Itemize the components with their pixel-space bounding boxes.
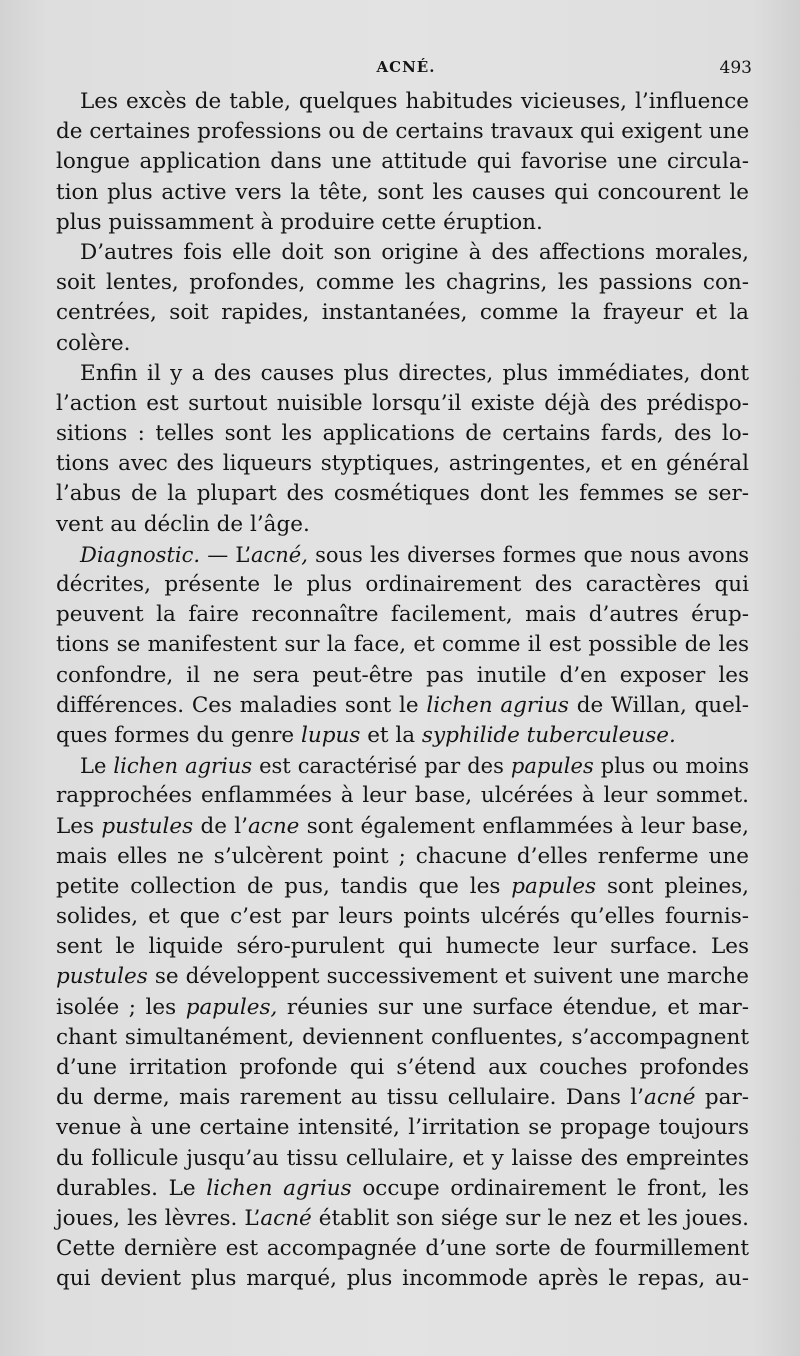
italic-text: papules (510, 754, 594, 779)
text-line (56, 1113, 749, 1143)
text-line (56, 178, 749, 208)
text-line (56, 1234, 749, 1264)
text-run: de Willan, quel- (568, 692, 749, 718)
text-run: sitions : telles sont les applications de certains fards, des lo- (56, 421, 749, 447)
text-line (56, 298, 749, 328)
italic-text: papules, (185, 994, 278, 1020)
italic-text: lichen agrius (426, 692, 569, 718)
italic-text: pustules (56, 964, 148, 990)
text-run: plus puissamment à produire cette éruption. (56, 209, 543, 235)
text-line (56, 630, 749, 660)
text-run: est caractérisé par des (252, 754, 511, 779)
text-line (56, 87, 749, 117)
text-line (56, 691, 749, 721)
running-head: ACNÉ. (376, 58, 436, 76)
text-run: et la (360, 722, 422, 748)
italic-text: acne (247, 813, 300, 839)
text-run: occupe ordinairement le front, les (351, 1175, 749, 1201)
text-line (56, 661, 749, 691)
text-run: isolée ; les (56, 994, 186, 1020)
text-run: chant simultanément, deviennent confluentes, s’accompagnent (56, 1024, 749, 1050)
page-header (56, 58, 756, 86)
text-line (56, 208, 749, 238)
text-run: sont pleines, (596, 873, 749, 899)
text-run: — L’ (200, 542, 251, 567)
text-run: Cette dernière est accompagnée d’une sorte de fourmillement (56, 1236, 749, 1262)
text-line (56, 812, 749, 842)
text-run: réunies sur une surface étendue, et mar- (277, 994, 750, 1020)
text-line (56, 1264, 749, 1294)
italic-text: acné (644, 1085, 696, 1111)
text-line (56, 570, 749, 600)
text-run: peuvent la faire reconnaître facilement, mais d’autres érup- (56, 602, 749, 628)
text-line (56, 1204, 749, 1234)
text-line (56, 329, 749, 359)
italic-text: acné (260, 1205, 312, 1231)
text-run: différences. Ces maladies sont le (56, 692, 427, 718)
text-run: sous les diverses formes que nous avons (307, 542, 750, 567)
text-run: rapprochées enflammées à leur base, ulcérées à leur sommet. (56, 783, 749, 809)
text-run: soit lentes, profondes, comme les chagrins, les passions con- (56, 270, 749, 296)
italic-text: lichen agrius (206, 1175, 352, 1201)
text-line (56, 932, 749, 962)
text-run: se développent successivement et suivent une marche (147, 964, 749, 990)
text-run: longue application dans une attitude qui favorise une circula- (56, 149, 749, 175)
text-run: de l’ (193, 813, 248, 839)
text-run: Les (56, 813, 102, 839)
text-line (56, 993, 749, 1023)
italic-text: syphilide tuberculeuse. (421, 722, 676, 748)
text-line (56, 721, 749, 751)
text-run: Les excès de table, quelques habitudes vicieuses, l’influence (80, 89, 749, 114)
text-run: qui devient plus marqué, plus incommode après le repas, au- (56, 1266, 749, 1292)
text-run: établit son siége sur le nez et les joues. (311, 1205, 749, 1231)
text-line (56, 902, 749, 932)
text-run: Le (80, 754, 114, 779)
text-line (56, 842, 749, 872)
text-run: l’abus de la plupart des cosmétiques dont les femmes se ser- (56, 481, 749, 507)
text-run: tions se manifestent sur la face, et comme il est possible de les (56, 632, 749, 658)
text-run: décrites, présente le plus ordinairement des caractères qui (56, 572, 749, 597)
text-run: du follicule jusqu’au tissu cellulaire, et y laisse des empreintes (56, 1145, 749, 1171)
italic-text: acné, (251, 542, 308, 567)
body-text (56, 87, 749, 1295)
italic-text: lichen agrius (113, 754, 253, 779)
text-run: colère. (56, 330, 131, 356)
text-line (56, 1144, 749, 1174)
text-line (56, 600, 749, 630)
text-line (56, 389, 749, 419)
page-number: 493 (719, 58, 752, 78)
text-run: vent au déclin de l’âge. (56, 511, 310, 537)
text-run: tion plus active vers la tête, sont les causes qui concourent le (56, 179, 749, 205)
text-run: solides, et que c’est par leurs points ulcérés qu’elles fournis- (56, 904, 749, 930)
text-line (56, 1083, 749, 1113)
text-run: mais elles ne s’ulcèrent point ; chacune d’elles renferme une (56, 843, 749, 869)
italic-text: papules (511, 873, 597, 899)
text-line (56, 479, 749, 509)
text-line (56, 117, 749, 147)
text-line (56, 751, 749, 781)
text-run: Enfin il y a des causes plus directes, plus immédiates, dont (80, 360, 749, 386)
text-line (56, 872, 749, 902)
text-run: l’action est surtout nuisible lorsqu’il existe déjà des prédispo- (56, 390, 749, 416)
text-run: confondre, il ne sera peut-être pas inutile d’en exposer les (56, 662, 749, 688)
text-run: d’une irritation profonde qui s’étend aux couches profondes (56, 1055, 749, 1080)
text-line (56, 359, 749, 389)
text-line (56, 268, 749, 298)
text-run: tions avec des liqueurs styptiques, astringentes, et en général (56, 451, 749, 477)
text-run: venue à une certaine intensité, l’irritation se propage toujours (56, 1115, 749, 1141)
text-run: du derme, mais rarement au tissu cellulaire. Dans l’ (56, 1085, 644, 1111)
text-run: centrées, soit rapides, instantanées, comme la frayeur et la (56, 300, 749, 326)
text-run: de certaines professions ou de certains travaux qui exigent une (56, 119, 750, 145)
text-run: ques formes du genre (56, 722, 301, 748)
text-line (56, 510, 749, 540)
text-line (56, 1053, 749, 1083)
text-run: par- (695, 1085, 749, 1111)
text-run: petite collection de pus, tandis que les (56, 873, 512, 899)
text-run: sent le liquide séro-purulent qui humecte leur surface. Les (56, 934, 749, 960)
text-run: joues, les lèvres. L’ (56, 1205, 261, 1231)
text-run: D’autres fois elle doit son origine à des affections morales, (80, 239, 749, 265)
text-line (56, 419, 749, 449)
text-line (56, 962, 749, 992)
text-run: plus ou moins (593, 754, 749, 779)
text-line (56, 1174, 749, 1204)
text-line (56, 1023, 749, 1053)
text-line (56, 449, 749, 479)
text-line (56, 540, 749, 570)
text-line (56, 238, 749, 268)
italic-text: Diagnostic. (80, 542, 201, 567)
text-run: sont également enflammées à leur base, (299, 813, 749, 839)
italic-text: pustules (101, 813, 194, 839)
italic-text: lupus (300, 722, 361, 748)
text-line (56, 147, 749, 177)
text-line (56, 781, 749, 811)
text-run: durables. Le (56, 1175, 207, 1201)
